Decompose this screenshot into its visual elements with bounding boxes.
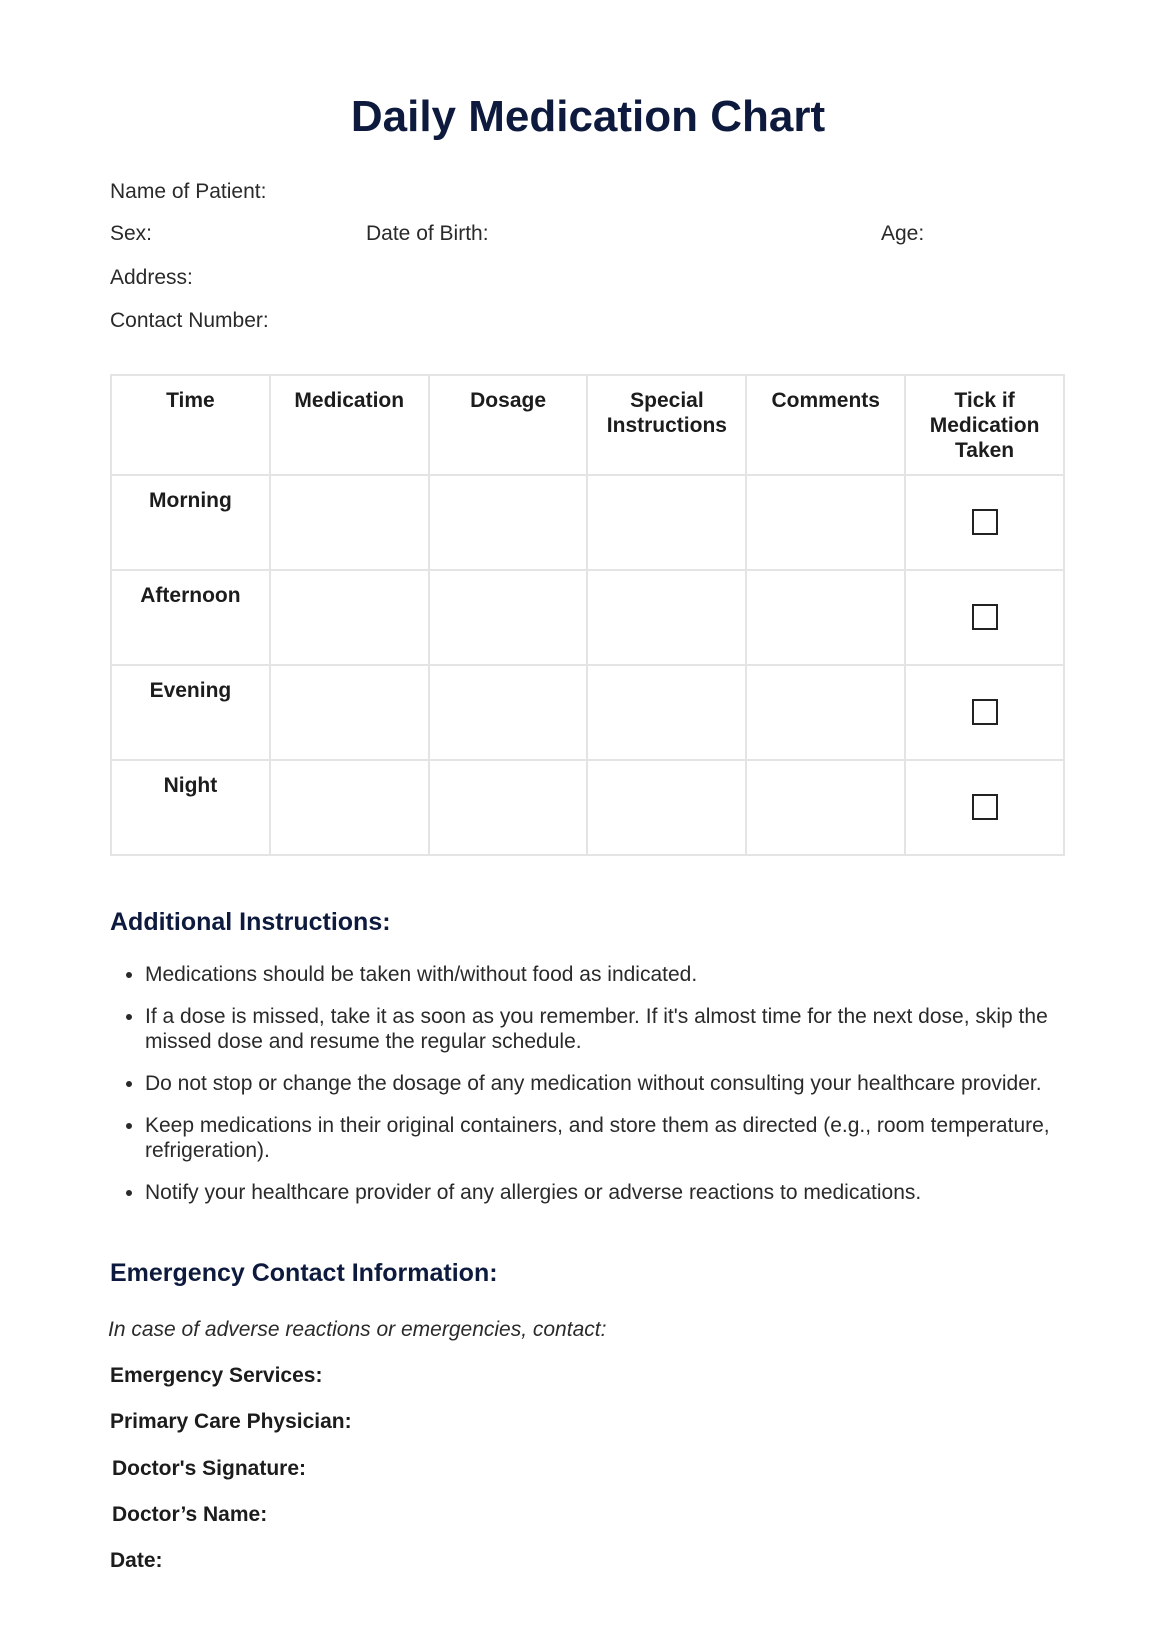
header-dosage: Dosage bbox=[429, 375, 588, 475]
medication-cell[interactable] bbox=[270, 760, 429, 855]
emergency-contact-heading: Emergency Contact Information: bbox=[110, 1259, 498, 1287]
time-cell: Afternoon bbox=[111, 570, 270, 665]
header-special-instructions: Special Instructions bbox=[587, 375, 746, 475]
medication-cell[interactable] bbox=[270, 475, 429, 570]
patient-name-field[interactable]: Name of Patient: bbox=[110, 180, 267, 203]
additional-instructions-heading: Additional Instructions: bbox=[110, 908, 391, 936]
list-item: • If a dose is missed, take it as soon as you remember. If it's almost time for the next dose, skip the missed dose and resume the regular schedule. bbox=[145, 1004, 1105, 1054]
page-title: Daily Medication Chart bbox=[350, 92, 826, 141]
emergency-services-field[interactable]: Emergency Services: bbox=[110, 1364, 323, 1387]
date-of-birth-field[interactable]: Date of Birth: bbox=[366, 222, 489, 245]
instructions-list bbox=[110, 962, 1105, 1222]
dosage-cell[interactable] bbox=[429, 570, 588, 665]
doctors-signature-field[interactable]: Doctor's Signature: bbox=[112, 1457, 307, 1480]
contact-number-field[interactable]: Contact Number: bbox=[110, 309, 269, 332]
tick-cell bbox=[905, 665, 1064, 760]
date-field[interactable]: Date: bbox=[110, 1549, 163, 1572]
comments-cell[interactable] bbox=[746, 475, 905, 570]
primary-care-physician-field[interactable]: Primary Care Physician: bbox=[110, 1410, 352, 1433]
time-cell: Morning bbox=[111, 475, 270, 570]
dosage-cell[interactable] bbox=[429, 760, 588, 855]
dosage-cell[interactable] bbox=[429, 475, 588, 570]
taken-checkbox[interactable] bbox=[972, 794, 998, 820]
table-row bbox=[111, 570, 1064, 665]
tick-cell bbox=[905, 760, 1064, 855]
table-header-row bbox=[111, 375, 1064, 475]
special-instructions-cell[interactable] bbox=[587, 665, 746, 760]
sex-field[interactable]: Sex: bbox=[110, 222, 153, 245]
medication-table bbox=[110, 374, 1065, 856]
table-row bbox=[111, 760, 1064, 855]
special-instructions-cell[interactable] bbox=[587, 570, 746, 665]
time-cell: Night bbox=[111, 760, 270, 855]
medication-cell[interactable] bbox=[270, 665, 429, 760]
medication-cell[interactable] bbox=[270, 570, 429, 665]
taken-checkbox[interactable] bbox=[972, 604, 998, 630]
emergency-intro-text: In case of adverse reactions or emergencies, contact: bbox=[108, 1318, 607, 1341]
table-row bbox=[111, 475, 1064, 570]
special-instructions-cell[interactable] bbox=[587, 475, 746, 570]
tick-cell bbox=[905, 475, 1064, 570]
list-item: • Notify your healthcare provider of any allergies or adverse reactions to medications. bbox=[145, 1180, 1105, 1205]
comments-cell[interactable] bbox=[746, 760, 905, 855]
tick-cell bbox=[905, 570, 1064, 665]
header-comments: Comments bbox=[746, 375, 905, 475]
time-cell: Evening bbox=[111, 665, 270, 760]
header-time: Time bbox=[111, 375, 270, 475]
address-field[interactable]: Address: bbox=[110, 266, 193, 289]
header-medication: Medication bbox=[270, 375, 429, 475]
special-instructions-cell[interactable] bbox=[587, 760, 746, 855]
comments-cell[interactable] bbox=[746, 665, 905, 760]
taken-checkbox[interactable] bbox=[972, 699, 998, 725]
dosage-cell[interactable] bbox=[429, 665, 588, 760]
list-item: • Keep medications in their original containers, and store them as directed (e.g., room temperature, refrigeration). bbox=[145, 1113, 1105, 1163]
list-item: • Do not stop or change the dosage of any medication without consulting your healthcare provider. bbox=[145, 1071, 1105, 1096]
taken-checkbox[interactable] bbox=[972, 509, 998, 535]
header-tick-if-taken: Tick if Medication Taken bbox=[905, 375, 1064, 475]
table-row bbox=[111, 665, 1064, 760]
comments-cell[interactable] bbox=[746, 570, 905, 665]
doctors-name-field[interactable]: Doctor’s Name: bbox=[112, 1503, 268, 1526]
age-field[interactable]: Age: bbox=[881, 222, 925, 245]
list-item: • Medications should be taken with/without food as indicated. bbox=[145, 962, 1105, 987]
